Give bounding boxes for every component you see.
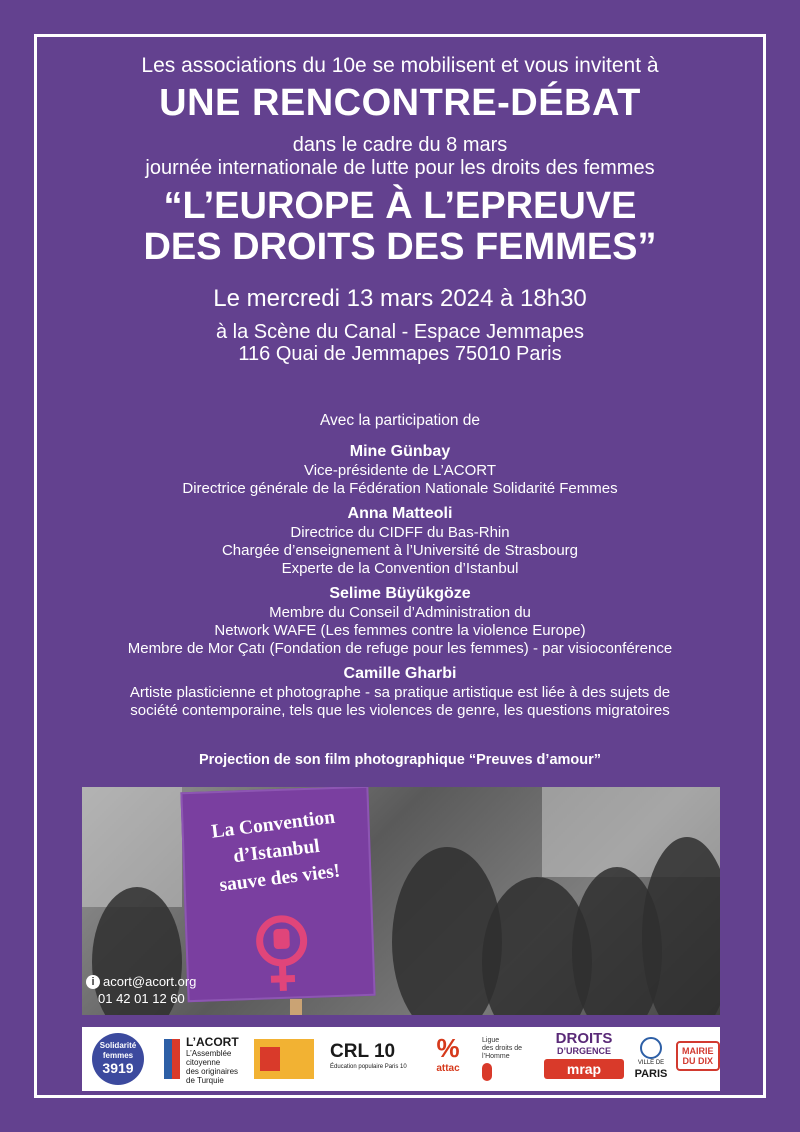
logo-text: VILLE DE	[637, 1060, 665, 1066]
contact-phone[interactable]: 01 42 01 12 60	[98, 991, 185, 1006]
logo-text: CRL 10	[330, 1041, 396, 1062]
venue-line: à la Scène du Canal - Espace Jemmapes	[216, 321, 584, 343]
film-projection: Projection de son film photographique “Preuves d’amour”	[198, 752, 602, 768]
context-line: dans le cadre du 8 mars	[292, 134, 508, 156]
speaker	[0, 503, 800, 578]
info-icon: i	[86, 975, 100, 989]
mairie-badge	[676, 1041, 720, 1071]
speaker-role: Artiste plasticienne et photographe - sa pratique artistique est liée à des sujets de	[129, 684, 671, 701]
logo-text: l’Homme	[482, 1053, 510, 1060]
logo-text: citoyenne	[186, 1058, 221, 1067]
logo-text: PARIS	[634, 1068, 668, 1080]
sign-line: La Convention	[210, 806, 337, 843]
acort-logo	[164, 1035, 244, 1099]
logo-text: Éducation populaire Paris 10	[330, 1064, 407, 1070]
speaker-name: Anna Matteoli	[347, 505, 453, 522]
participation-intro: Avec la participation de	[320, 412, 480, 429]
event-title	[0, 186, 800, 268]
mairie-dix-logo	[676, 1041, 720, 1071]
speaker-role: Directrice du CIDFF du Bas-Rhin	[290, 524, 510, 541]
logo-text: mrap	[544, 1059, 624, 1079]
sign-text	[180, 800, 372, 903]
sign-line: sauve des vies!	[218, 860, 342, 897]
speaker	[0, 441, 800, 498]
event-date: Le mercredi 13 mars 2024 à 18h30	[213, 285, 587, 312]
speaker-role: Network WAFE (Les femmes contre la violence Europe)	[214, 622, 586, 639]
speaker	[0, 663, 800, 720]
percent-icon: %	[436, 1033, 460, 1063]
logo-text: attac	[436, 1063, 460, 1074]
logo-shape	[260, 1047, 280, 1071]
speaker-role: Directrice générale de la Fédération Nationale Solidarité Femmes	[182, 480, 618, 497]
intro-text: Les associations du 10e se mobilisent et vous invitent à	[141, 54, 659, 77]
flag-stripe	[172, 1039, 180, 1079]
speaker-role: société contemporaine, tels que les violences de genre, les questions migratoires	[130, 702, 670, 719]
partner-logos	[82, 1027, 720, 1091]
logo-text: Solidarité	[99, 1041, 137, 1050]
association-logo	[254, 1039, 314, 1079]
event-venue	[0, 321, 800, 365]
logo-text: DROITS	[555, 1030, 613, 1047]
protest-sign	[180, 787, 375, 1002]
speaker	[0, 583, 800, 658]
logo-text: de Turquie	[186, 1076, 224, 1085]
logo-text: femmes	[102, 1051, 134, 1060]
attac-logo	[428, 1033, 468, 1097]
contact-email[interactable]: acort@acort.org	[103, 974, 197, 989]
speakers-list	[0, 441, 800, 725]
logo-number: 3919	[102, 1060, 134, 1076]
context-line: journée internationale de lutte pour les droits des femmes	[145, 157, 655, 179]
ldh-logo	[482, 1037, 538, 1101]
sign-line: d’Istanbul	[232, 835, 321, 868]
logo-text: Ligue	[482, 1037, 500, 1044]
flag-stripe	[164, 1039, 172, 1079]
logo-text: MAIRIE	[682, 1046, 714, 1056]
speaker-name: Mine Günbay	[349, 443, 451, 460]
context-text	[0, 134, 800, 180]
logo-text: des droits de	[482, 1045, 523, 1052]
protest-photo	[82, 787, 720, 1015]
paris-logo	[634, 1037, 668, 1101]
ship-icon	[640, 1037, 662, 1059]
logo-text: L’Assemblée	[186, 1049, 232, 1058]
logo-text: D’URGENCE	[556, 1046, 611, 1056]
speaker-role: Vice-présidente de L’ACORT	[303, 462, 497, 479]
title-line: “L’EUROPE À L’EPREUVE	[163, 185, 637, 227]
speaker-role: Membre de Mor Çatı (Fondation de refuge pour les femmes) - par visioconférence	[127, 640, 673, 657]
venue-line: 116 Quai de Jemmapes 75010 Paris	[238, 343, 562, 365]
speaker-role: Experte de la Convention d’Istanbul	[281, 560, 519, 577]
logo-text: L’ACORT	[186, 1035, 239, 1049]
speaker-role: Membre du Conseil d’Administration du	[269, 604, 531, 621]
headline: UNE RENCONTRE-DÉBAT	[159, 82, 641, 124]
solidarite-femmes-logo	[92, 1033, 144, 1085]
logo-shape	[482, 1063, 492, 1081]
logo-text: des originaires	[186, 1067, 239, 1076]
crl10-logo	[330, 1041, 410, 1105]
speaker-name: Camille Gharbi	[343, 665, 457, 682]
speaker-role: Chargée d’enseignement à l’Université de Strasbourg	[221, 542, 579, 559]
title-line: DES DROITS DES FEMMES”	[143, 226, 657, 268]
contact-info	[86, 973, 196, 1007]
droits-urgence-mrap-logo	[544, 1031, 624, 1095]
logo-text: DU DIX	[682, 1056, 713, 1066]
feminist-fist-icon	[251, 912, 314, 996]
sign-stick	[290, 999, 302, 1015]
speaker-name: Selime Büyükgöze	[329, 585, 471, 602]
